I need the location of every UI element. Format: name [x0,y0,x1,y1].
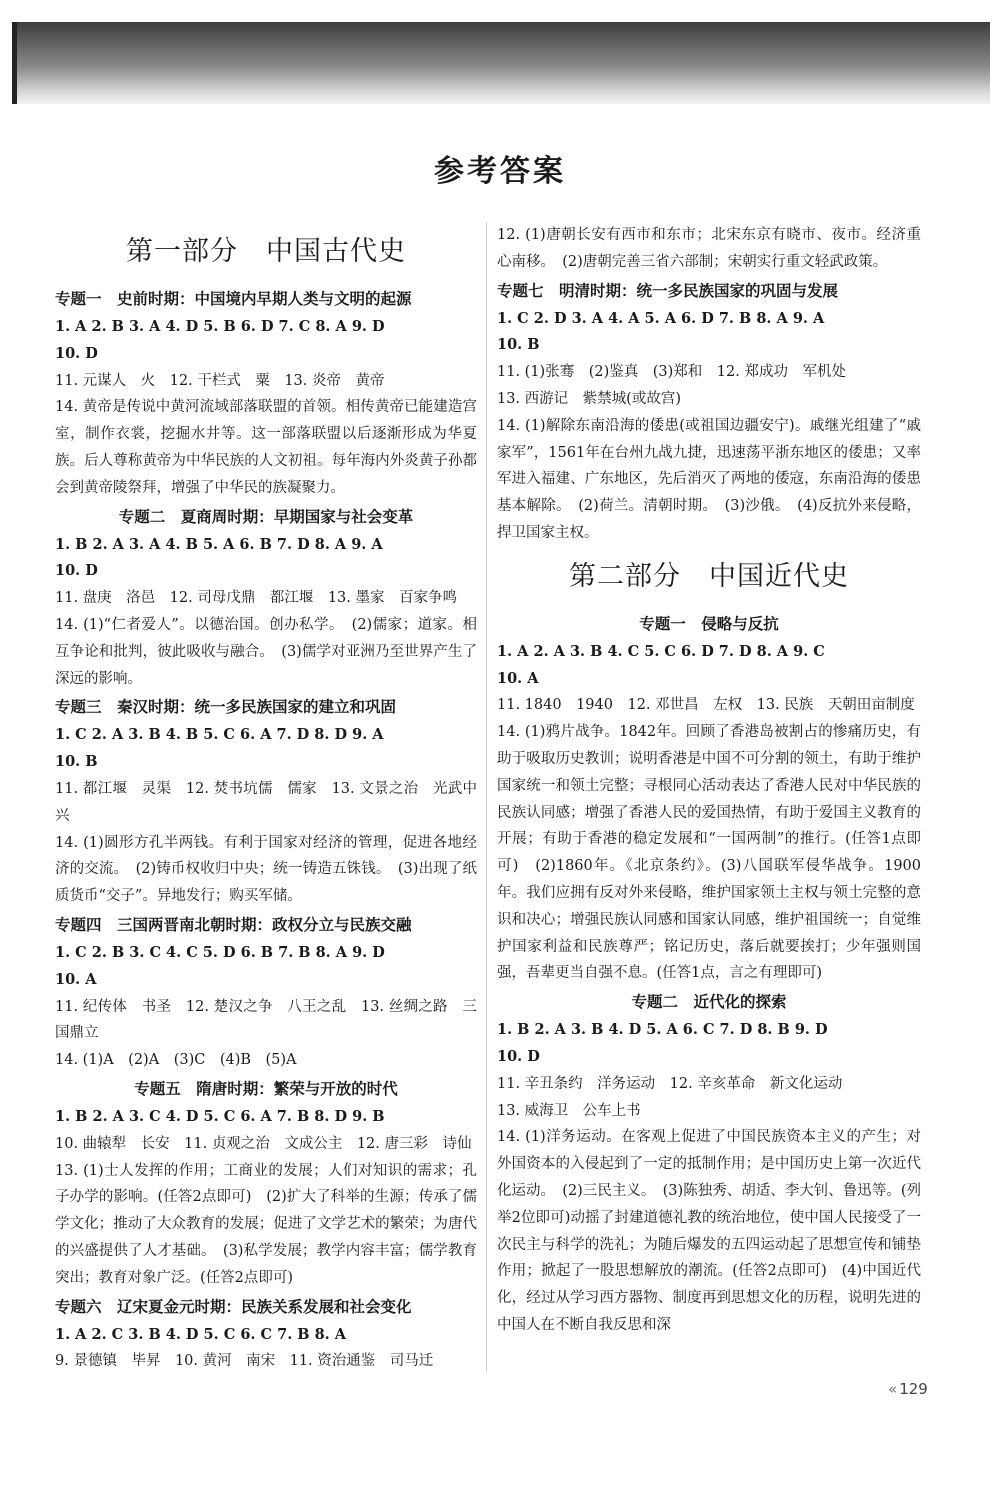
answer-line: 1. A 2. B 3. A 4. D 5. B 6. D 7. C 8. A 9. D [55,318,385,335]
answer-paragraph: 14. 黄帝是传说中黄河流域部落联盟的首领。相传黄帝已能建造宫室，制作衣裳，挖掘水井等。这一部落联盟以后逐渐形成为华夏族。后人尊称黄帝为中华民族的人文初祖。每年海内外炎黄子孙都会到黄帝陵祭拜，增强了中华民的族凝聚力。 [55,399,477,496]
answer-line: 11. (1)张骞 (2)鉴真 (3)郑和 12. 郑成功 军机处 [497,364,846,381]
answer-line: 10. D [55,562,98,580]
topic-heading: 专题五 隋唐时期：繁荣与开放的时代 [134,1079,398,1098]
header-banner [12,22,990,104]
topic-heading: 专题四 三国两晋南北朝时期：政权分立与民族交融 [55,915,412,934]
answer-line: 11. 元谋人 火 12. 干栏式 粟 13. 炎帝 黄帝 [55,372,385,389]
topic-heading: 专题七 明清时期：统一多民族国家的巩固与发展 [497,281,839,300]
answer-line: 1. B 2. A 3. C 4. D 5. C 6. A 7. B 8. D 9. B [55,1107,385,1125]
answer-paragraph: 11. 盘庚 洛邑 12. 司母戊鼎 都江堰 13. 墨家 百家争鸣 [55,590,458,607]
answer-line: 10. D [55,344,98,362]
answer-line: 1. C 2. D 3. A 4. A 5. A 6. D 7. B 8. A 9. A [497,309,825,327]
page-number-value: 129 [899,1380,928,1398]
topic-heading: 专题六 辽宋夏金元时期：民族关系发展和社会变化 [55,1297,412,1316]
answer-line: 1. A 2. C 3. B 4. D 5. C 6. C 7. B 8. A [55,1325,347,1343]
part-title: 第二部分 中国近代史 [569,560,849,592]
answer-line: 10. B [497,336,540,354]
answer-line: 10. A [55,970,97,988]
answer-paragraph: 14. (1)解除东南沿海的倭患(或祖国边疆安宁)。戚继光组建了“戚家军”，1561年在台州九战九捷，迅速荡平浙东地区的倭患；又率军进入福建、广东地区，先后消灭了两地的倭寇，东南沿海的倭患基本解除。 (2)荷兰。清朝时期。 (3)沙俄。 (4)反抗外来侵略，捍卫国家主权。 [497,417,921,541]
answer-line: 11. 辛丑条约 洋务运动 12. 辛亥革命 新文化运动 [497,1075,843,1092]
answer-line: 1. B 2. A 3. A 4. B 5. A 6. B 7. D 8. A 9. A [55,535,383,553]
topic-heading: 专题二 夏商周时期：早期国家与社会变革 [118,507,414,526]
left-column [55,222,477,1375]
answer-line: 13. 西游记 紫禁城(或故宫) [497,390,681,407]
answer-line: 1. A 2. A 3. B 4. C 5. C 6. D 7. D 8. A 9. C [497,642,825,660]
answer-line: 10. B [55,753,98,771]
double-chevron-icon: « [888,1380,898,1398]
answer-paragraph: 13. (1)士人发挥的作用；工商业的发展；人们对知识的需求；孔子办学的影响。(任答2点即可) (2)扩大了科举的生源；传承了儒学文化；推动了大众教育的发展；促进了文学艺术的繁荣；为唐代的兴盛提供了人才基础。 (3)私学发展；教学内容丰富；儒学教育突出；教育对象广泛。(任答2点即可) [55,1162,477,1286]
answer-line: 10. D [497,1047,540,1065]
topic-heading: 专题一 侵略与反抗 [639,614,779,633]
part-title: 第一部分 中国古代史 [126,236,406,267]
answer-paragraph: 11. 都江堰 灵渠 12. 焚书坑儒 儒家 13. 文景之治 光武中兴 [55,780,477,824]
right-column [497,222,921,1339]
page-title: 参考答案 [434,154,566,189]
answer-line: 1. C 2. A 3. B 4. B 5. C 6. A 7. D 8. D 9. A [55,726,384,744]
answer-paragraph: 14. (1)洋务运动。在客观上促进了中国民族资本主义的产生；对外国资本的入侵起到了一定的抵制作用；是中国历史上第一次近代化运动。 (2)三民主义。 (3)陈独秀、胡适、李大钊、鲁迅等。(列举2位即可)动摇了封建道德礼教的统治地位，使中国人民接受了一次民主与科学的洗礼；为随后爆发的五四运动起了思想宣传和铺垫作用；掀起了一股思想解放的潮流。(任答2点即可) (4)中国近代化，经过从学习西方器物、制度再到思想文化的历程，说明先进的中国人在不断自我反思和深 [497,1129,921,1333]
column-divider [486,222,487,1372]
topic-heading: 专题三 秦汉时期：统一多民族国家的建立和巩固 [55,698,397,717]
page-number [888,1380,928,1398]
answer-line: 9. 景德镇 毕昇 10. 黄河 南宋 11. 资治通鉴 司马迁 [55,1353,434,1370]
answer-paragraph: 14. (1)圆形方孔半两钱。有利于国家对经济的管理，促进各地经济的交流。 (2)铸币权收归中央；统一铸造五铢钱。 (3)出现了纸质货币“交子”。异地发行；购买军储。 [55,834,477,905]
answer-paragraph: 10. 曲辕犁 长安 11. 贞观之治 文成公主 12. 唐三彩 诗仙 [55,1135,472,1152]
answer-paragraph: 14. (1)鸦片战争。1842年。回顾了香港岛被割占的惨痛历史，有助于吸取历史教训；说明香港是中国不可分割的领土，有助于维护国家统一和领土完整；寻根同心活动表达了香港人民对中华民族的民族认同感；增强了香港人民的爱国热情，有助于爱国主义教育的开展；有助于香港的稳定发展和“一国两制”的推行。(任答1点即可) (2)1860年。《北京条约》。(3)八国联军侵华战争。1900年。我们应拥有反对外来侵略，维护国家领土主权与领土完整的意识和决心；增强民族认同感和国家认同感，维护祖国统一；自觉维护国家利益和民族尊严；铭记历史，落后就要挨打；少年强则国强，吾辈更当自强不息。(任答1点，言之有理即可) [497,724,921,982]
answer-line: 1. B 2. A 3. B 4. D 5. A 6. C 7. D 8. B 9. D [497,1021,828,1039]
answer-line: 10. A [497,669,539,687]
answer-paragraph: 11. 纪传体 书圣 12. 楚汉之争 八王之乱 13. 丝绸之路 三国鼎立 [55,998,477,1042]
answer-line: 13. 威海卫 公车上书 [497,1102,641,1119]
answer-paragraph: 14. (1)“仁者爱人”。以德治国。创办私学。 (2)儒家；道家。相互争论和批判，彼此吸收与融合。 (3)儒学对亚洲乃至世界产生了深远的影响。 [55,616,477,687]
topic-heading: 专题一 史前时期：中国境内早期人类与文明的起源 [55,290,412,308]
answer-paragraph: 11. 1840 1940 12. 邓世昌 左权 13. 民族 天朝田亩制度 [497,697,915,714]
answer-paragraph: 12. (1)唐朝长安有西市和东市；北宋东京有晓市、夜市。经济重心南移。 (2)唐朝完善三省六部制；宋朝实行重文轻武政策。 [497,227,921,270]
topic-heading: 专题二 近代化的探索 [631,993,787,1012]
answer-line: 1. C 2. B 3. C 4. C 5. D 6. B 7. B 8. A 9. D [55,943,385,961]
answer-line: 14. (1)A (2)A (3)C (4)B (5)A [55,1052,297,1069]
